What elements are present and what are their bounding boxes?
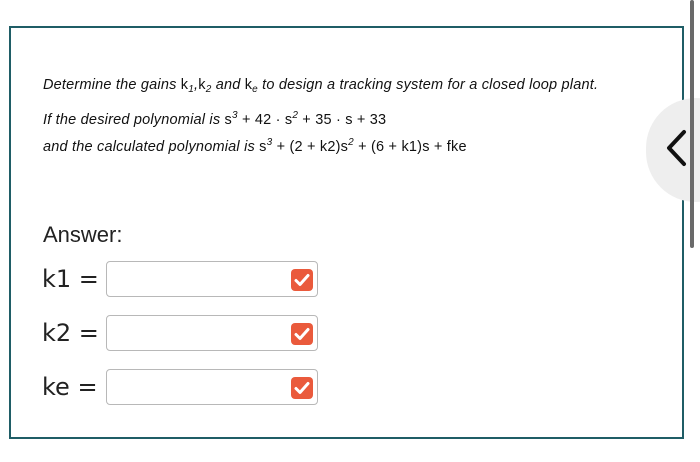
q1-text: Determine the gains: [43, 77, 181, 93]
question-line-3: [43, 137, 467, 155]
check-badge-icon: [291, 269, 313, 291]
q3-exp2: 2: [348, 137, 354, 148]
q3-tail: + (6 + k1)s + fke: [353, 139, 467, 155]
var-label-ke: ke =: [42, 373, 98, 401]
q2-exp2: 2: [292, 110, 299, 121]
sub-e: e: [252, 84, 258, 95]
q3-exp3: 3: [266, 137, 273, 148]
q2-exp3: 3: [231, 110, 238, 121]
and-text: and: [211, 77, 245, 93]
k-symbol-2: k: [198, 77, 206, 93]
q2-mid: + 42 · s: [237, 112, 293, 128]
q3-text: and the calculated polynomial is: [43, 139, 260, 155]
ke-input[interactable]: [113, 372, 287, 404]
k1-field[interactable]: [106, 261, 318, 297]
sep: ,: [194, 77, 199, 93]
q1-rest: to design a tracking system for a closed loop plant.: [257, 77, 599, 93]
q2-tail: + 35 · s + 33: [298, 112, 387, 128]
var-label-k1: k1 =: [42, 265, 99, 293]
question-line-2: [43, 110, 386, 128]
k1-input[interactable]: [113, 264, 287, 296]
question-panel: [9, 26, 684, 439]
answer-label: Answer:: [43, 222, 123, 247]
question-line-1: [43, 77, 598, 95]
k2-field[interactable]: [106, 315, 318, 351]
answer-row-k2: [42, 315, 322, 355]
q2-s: s: [224, 112, 232, 128]
answer-row-ke: [42, 369, 322, 409]
ke-field[interactable]: [106, 369, 318, 405]
q3-s: s: [259, 139, 267, 155]
q3-mid: + (2 + k2)s: [272, 139, 349, 155]
sub-1: 1: [188, 84, 195, 95]
sub-2: 2: [205, 84, 212, 95]
k-symbol-e: k: [244, 77, 253, 93]
q2-text: If the desired polynomial is: [43, 112, 225, 128]
answer-row-k1: [42, 261, 322, 301]
var-label-k2: k2 =: [42, 319, 99, 347]
k-symbol-1: k: [180, 77, 189, 93]
check-badge-icon: [291, 377, 313, 399]
check-badge-icon: [291, 323, 313, 345]
k2-input[interactable]: [113, 318, 287, 350]
scrollbar[interactable]: [690, 0, 694, 248]
